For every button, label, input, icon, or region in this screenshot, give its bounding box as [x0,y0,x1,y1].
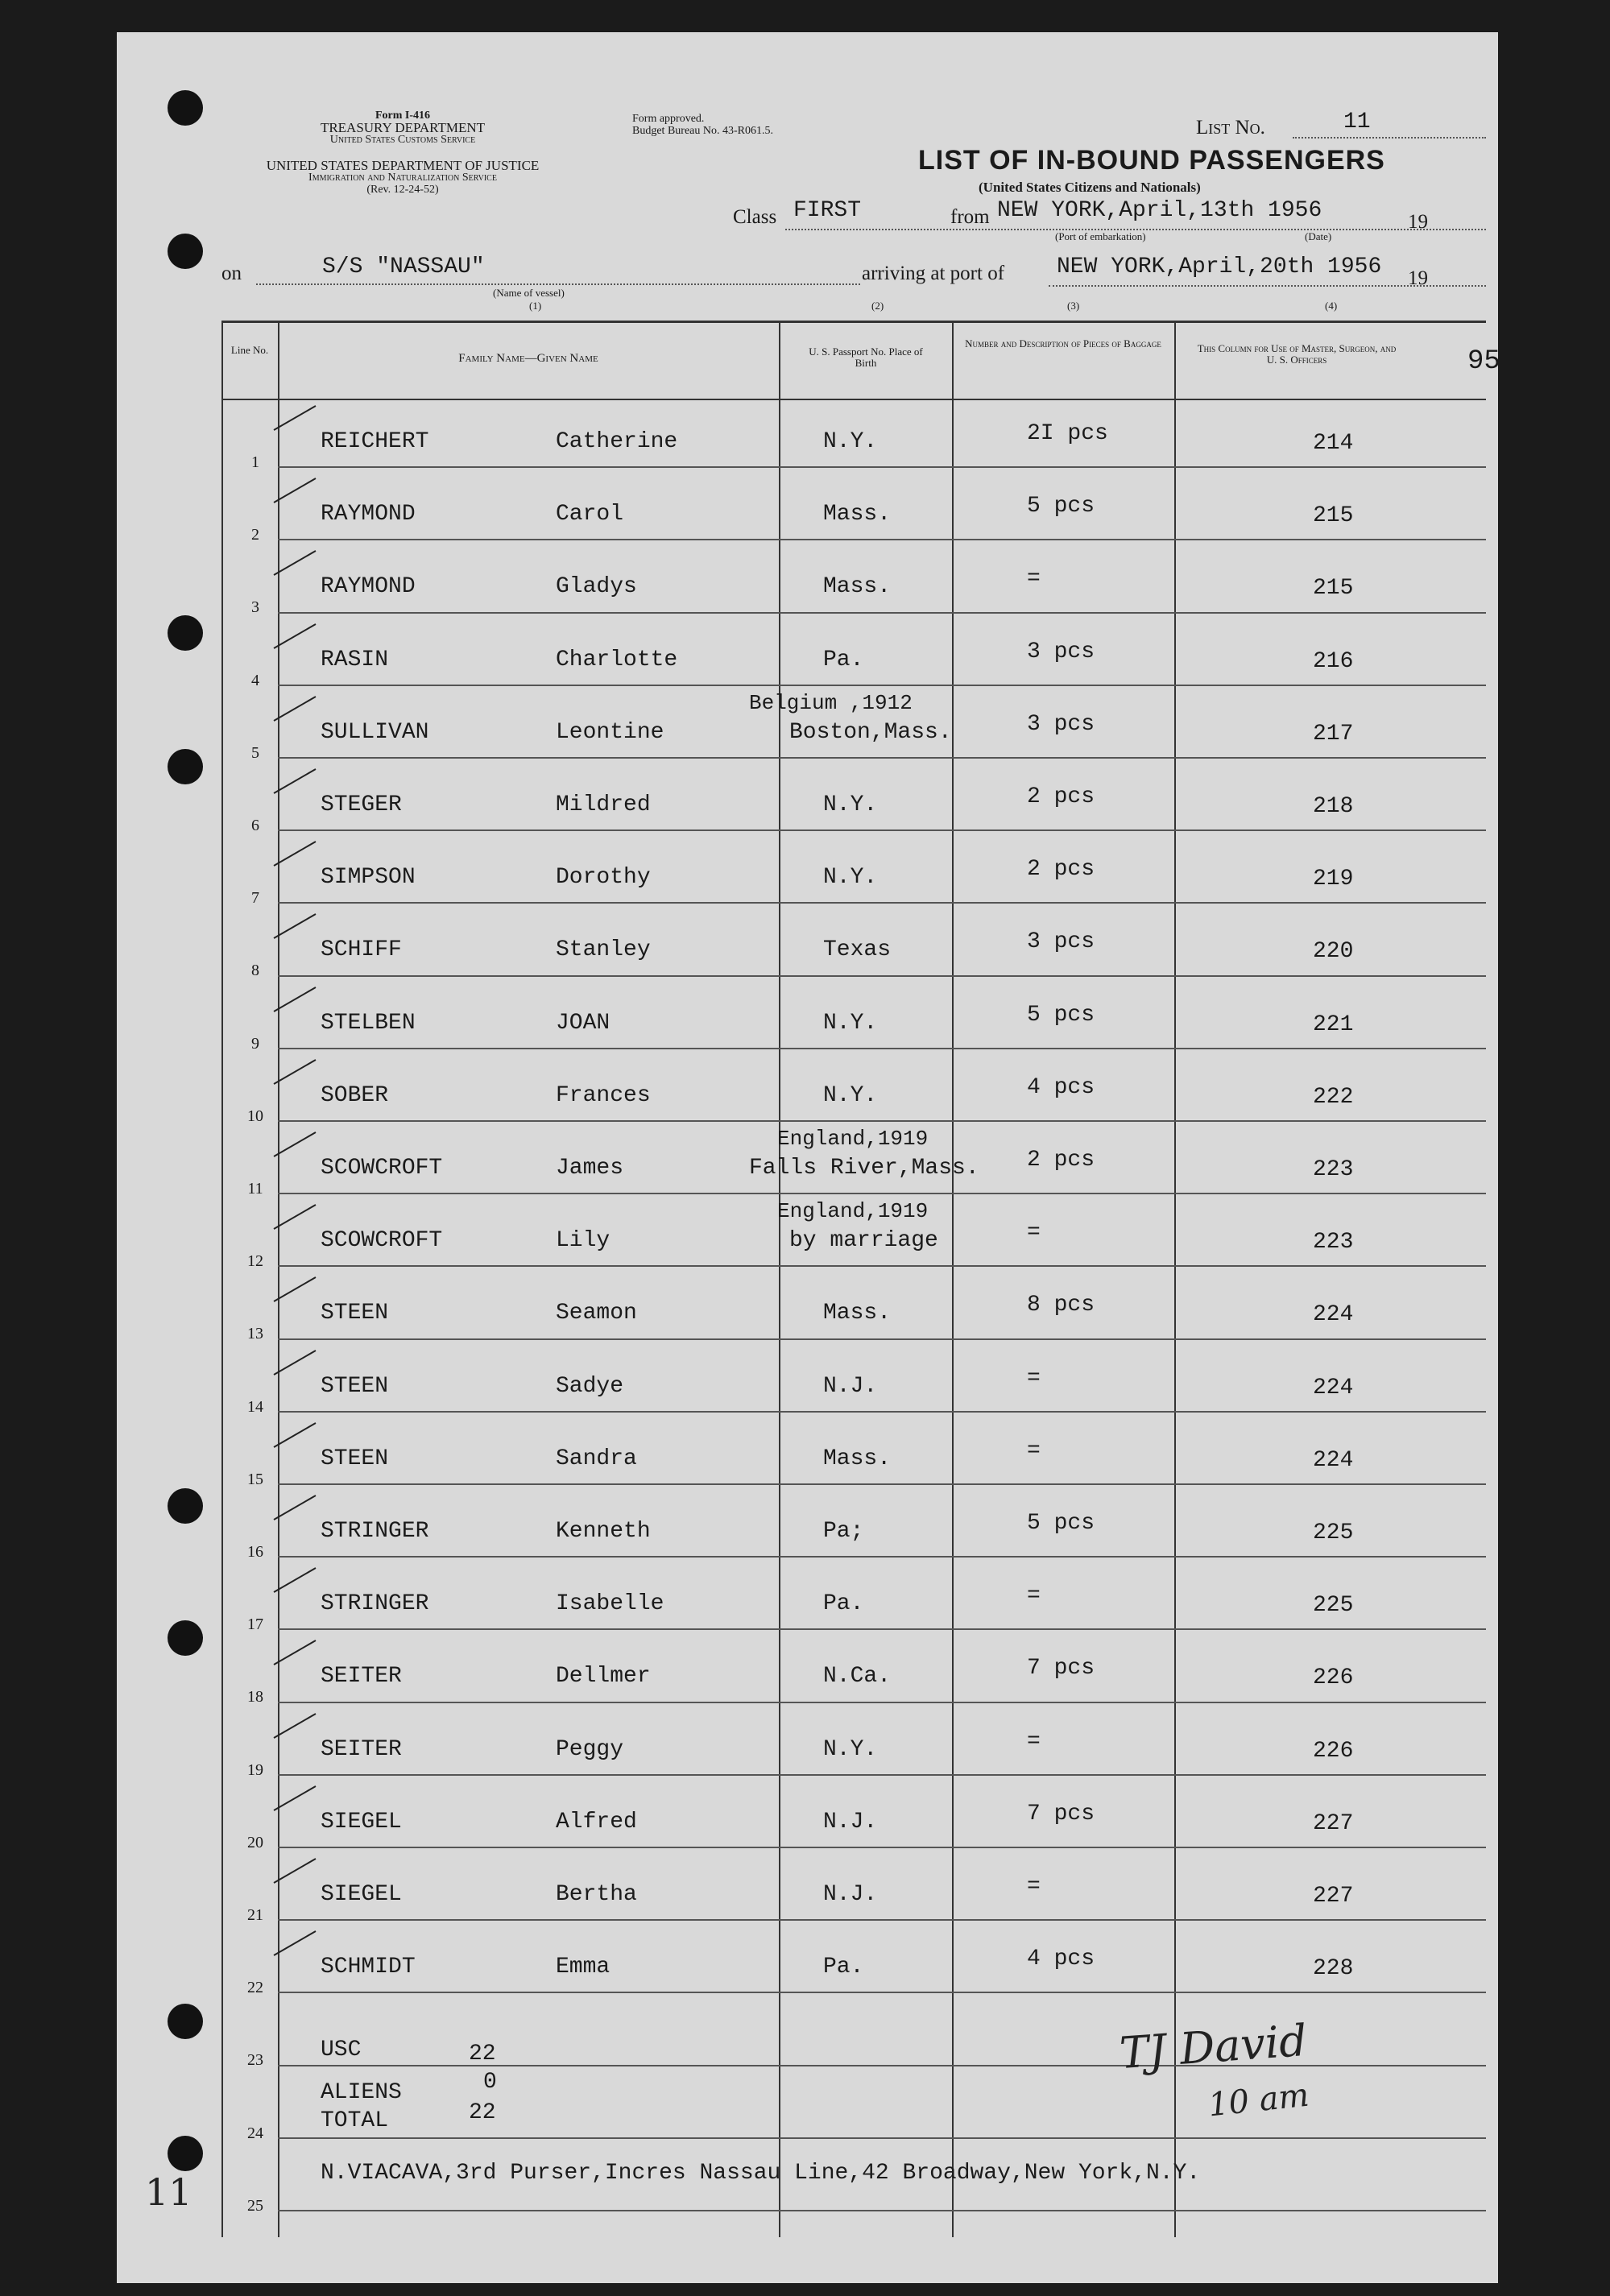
list-no-value: 11 [1343,110,1371,134]
family-name: RASIN [321,647,389,672]
col-divider-line [278,321,279,2237]
family-name: STEEN [321,1373,389,1399]
line-number: 6 [251,817,259,834]
baggage-count: 7 pcs [1027,1801,1095,1826]
baggage-count: 2 pcs [1027,857,1095,883]
place-of-birth: N.J. [823,1809,878,1835]
baggage-count: 3 pcs [1027,711,1095,737]
place-of-birth: Mass. [823,1301,892,1326]
family-name: RAYMOND [321,502,416,527]
col-header-officers: This Column for Use of Master, Surgeon, and U. S. Officers [1197,342,1397,366]
family-name: STRINGER [321,1591,429,1617]
given-name: Kenneth [556,1519,651,1544]
officer-number: 221 [1313,1011,1354,1037]
family-name: SOBER [321,1082,389,1108]
page-number: 95 [1467,346,1500,377]
year-label: 19 [1408,211,1428,233]
row-divider [278,1048,1486,1049]
row-divider [278,1411,1486,1413]
officer-signature: TJ David [1118,2014,1309,2079]
line-number: 3 [251,598,259,617]
officer-number: 224 [1313,1447,1354,1473]
binder-hole [168,2004,203,2039]
page-subtitle: (United States Citizens and Nationals) [979,180,1201,195]
officer-number: 227 [1313,1810,1354,1836]
row-divider [278,757,1486,759]
baggage-count: = [1027,1220,1041,1246]
officer-number: 216 [1313,648,1354,674]
year-label-2: 19 [1408,267,1428,289]
officer-number: 223 [1313,1157,1354,1182]
embark-value: NEW YORK,April,13th 1956 [997,198,1322,223]
treasury-dept: TREASURY DEPARTMENT [320,120,486,135]
officer-number: 226 [1313,1738,1354,1764]
given-name: Dorothy [556,865,651,891]
baggage-count: = [1027,1583,1041,1609]
col-num-2: (2) [871,300,884,312]
given-name: Frances [556,1082,651,1108]
given-name: Lily [556,1228,610,1254]
baggage-count: 7 pcs [1027,1656,1095,1682]
row-divider [278,1193,1486,1194]
given-name: Leontine [556,719,664,745]
revision-date: (Rev. 12-24-52) [366,184,439,196]
line-number: 19 [247,1760,263,1779]
place-of-birth: N.Y. [823,1736,878,1762]
baggage-count: 5 pcs [1027,494,1095,519]
officer-number: 227 [1313,1884,1354,1909]
given-name: James [556,1156,624,1181]
signature-time: 10 am [1206,2076,1311,2124]
family-name: STEGER [321,792,402,817]
given-name: Carol [556,502,624,527]
binder-hole [168,234,203,269]
family-name: SCHIFF [321,937,402,963]
baggage-count: = [1027,1874,1041,1899]
officer-number: 222 [1313,1084,1354,1110]
baggage-count: 4 pcs [1027,1946,1095,1972]
officer-number: 225 [1313,1593,1354,1619]
row-divider [278,1628,1486,1630]
family-name: SEITER [321,1736,402,1762]
line-number: 20 [247,1833,263,1851]
on-label: on [221,263,242,284]
line-number: 25 [247,2196,263,2215]
binder-hole [168,615,203,651]
birth-note: Belgium ,1912 [749,690,913,715]
aliens-value: 0 [483,2070,497,2095]
row-divider [278,829,1486,831]
col-header-passport: U. S. Passport No. Place of Birth [809,345,923,369]
officer-number: 215 [1313,576,1354,602]
customs-service: United States Customs Service [329,134,476,146]
place-of-birth: Pa. [823,1955,864,1980]
row-divider [278,1919,1486,1921]
usc-label: USC [321,2037,362,2062]
vessel-name: S/S "NASSAU" [322,254,485,279]
officer-number: 218 [1313,794,1354,819]
justice-dept: UNITED STATES DEPARTMENT OF JUSTICE [266,158,540,173]
officer-number: 214 [1313,431,1354,456]
line-number: 5 [251,743,259,762]
vessel-underline [256,283,860,285]
place-of-birth: N.Y. [823,1082,878,1108]
family-name: SEITER [321,1664,402,1690]
line-number: 13 [247,1325,263,1343]
class-value: FIRST [793,198,862,223]
baggage-count: = [1027,1438,1041,1463]
date-caption: (Date) [1305,230,1332,242]
officer-number: 228 [1313,1956,1354,1982]
baggage-count: 2 pcs [1027,784,1095,809]
family-name: SCOWCROFT [321,1228,443,1254]
line-number: 22 [247,1979,263,1997]
budget-bureau: Budget Bureau No. 43-R061.5. [632,125,773,137]
from-label: from [950,206,990,228]
ins-service: Immigration and Naturalization Service [308,172,497,184]
given-name: Emma [556,1955,610,1980]
place-of-birth: N.Y. [823,792,878,817]
birth-note: England,1919 [777,1127,929,1151]
place-of-birth: by marriage [789,1228,938,1254]
given-name: JOAN [556,1010,610,1036]
baggage-count: 3 pcs [1027,929,1095,955]
line-number: 24 [247,2124,263,2142]
binder-hole [168,2136,203,2171]
given-name: Peggy [556,1736,624,1762]
given-name: Charlotte [556,647,678,672]
aliens-label: ALIENS [321,2080,402,2105]
place-of-birth: N.Y. [823,865,878,891]
baggage-count: 3 pcs [1027,639,1095,664]
list-no-underline [1293,137,1486,139]
family-name: SIEGEL [321,1809,402,1835]
given-name: Alfred [556,1809,637,1835]
family-name: SCHMIDT [321,1955,416,1980]
total-label: TOTAL [321,2108,389,2133]
list-no-label: List No. [1196,117,1265,139]
given-name: Bertha [556,1882,637,1907]
place-of-birth: N.J. [823,1373,878,1399]
place-of-birth: N.J. [823,1882,878,1907]
binder-hole [168,749,203,784]
line-number: 10 [247,1107,263,1125]
form-id-block [266,110,540,146]
form-number: Form I-416 [375,110,431,122]
family-name: REICHERT [321,429,429,454]
line-number: 7 [251,889,259,908]
row-divider [278,539,1486,540]
table-border-left [221,321,223,2237]
given-name: Stanley [556,937,651,963]
place-of-birth: Boston,Mass. [789,719,952,745]
baggage-count: 5 pcs [1027,1002,1095,1028]
approval-block [632,113,773,137]
total-value: 22 [469,2100,496,2125]
margin-mark: 11 [145,2170,192,2214]
place-of-birth: Pa. [823,647,864,672]
family-name: SIEGEL [321,1882,402,1907]
given-name: Isabelle [556,1591,664,1617]
family-name: STRINGER [321,1519,429,1544]
port-caption: (Port of embarkation) [1055,230,1146,242]
place-of-birth: Mass. [823,574,892,600]
line-number: 14 [247,1397,263,1416]
row-divider [278,1992,1486,1993]
officer-number: 224 [1313,1375,1354,1400]
line-number: 17 [247,1615,263,1634]
line-number: 4 [251,671,259,689]
binder-hole [168,1488,203,1524]
given-name: Mildred [556,792,651,817]
baggage-count: 4 pcs [1027,1074,1095,1100]
col-num-1: (1) [529,300,542,312]
line-number: 23 [247,2051,263,2070]
officer-number: 225 [1313,1520,1354,1545]
purser-signature-line: N.VIACAVA,3rd Purser,Incres Nassau Line,42 Broadway,New York,N.Y. [321,2161,1201,2186]
row-divider [278,1556,1486,1558]
class-label: Class [733,206,777,228]
baggage-count: 8 pcs [1027,1293,1095,1318]
line-number: 8 [251,962,259,980]
place-of-birth: Mass. [823,502,892,527]
birth-note: England,1919 [777,1199,929,1224]
table-top-border [221,321,1486,323]
col-header-name: Family Name—Given Name [458,352,598,365]
row-divider [278,1702,1486,1703]
family-name: STEEN [321,1446,389,1471]
line-number: 18 [247,1688,263,1706]
vessel-caption: (Name of vessel) [493,287,565,299]
row-divider [278,1847,1486,1848]
passenger-table [221,321,1486,2237]
baggage-count: = [1027,566,1041,592]
place-of-birth: Pa. [823,1591,864,1617]
baggage-count: = [1027,1728,1041,1754]
row-divider [278,2137,1486,2139]
place-of-birth: N.Y. [823,1010,878,1036]
place-of-birth: Texas [823,937,892,963]
baggage-count: 5 pcs [1027,1511,1095,1536]
col-divider-passport [952,321,954,2237]
row-divider [278,466,1486,468]
col-divider-baggage [1174,321,1176,2237]
arriving-label: arriving at port of [862,263,1005,284]
row-divider [278,1483,1486,1485]
col-header-baggage: Number and Description of Pieces of Baggage [965,337,1161,350]
line-number: 16 [247,1543,263,1561]
given-name: Catherine [556,429,678,454]
col-num-4: (4) [1325,300,1338,312]
col-header-line: Line No. [230,344,269,356]
officer-number: 226 [1313,1665,1354,1691]
given-name: Sadye [556,1373,624,1399]
row-divider [278,1265,1486,1267]
line-number: 11 [247,1180,263,1198]
col-num-3: (3) [1067,300,1080,312]
given-name: Dellmer [556,1664,651,1690]
officer-number: 223 [1313,1230,1354,1256]
line-number: 12 [247,1252,263,1271]
binder-hole [168,1620,203,1656]
family-name: SIMPSON [321,865,416,891]
line-number: 2 [251,526,259,544]
line-number: 15 [247,1470,263,1488]
family-name: STELBEN [321,1010,416,1036]
form-approved: Form approved. [632,113,705,125]
given-name: Sandra [556,1446,637,1471]
page-title: LIST OF IN-BOUND PASSENGERS [918,145,1385,176]
arrival-underline [1049,285,1486,287]
row-divider [278,685,1486,686]
place-of-birth: Pa; [823,1519,864,1544]
officer-number: 219 [1313,867,1354,892]
place-of-birth: Mass. [823,1446,892,1471]
row-divider [278,2210,1486,2211]
family-name: SULLIVAN [321,719,429,745]
given-name: Gladys [556,574,637,600]
baggage-count: 2 pcs [1027,1148,1095,1173]
baggage-count: = [1027,1365,1041,1391]
officer-number: 224 [1313,1302,1354,1328]
family-name: STEEN [321,1301,389,1326]
row-divider [278,1774,1486,1776]
place-of-birth: N.Y. [823,429,878,454]
place-of-birth: Falls River,Mass. [749,1156,979,1181]
family-name: RAYMOND [321,574,416,600]
binder-hole [168,90,203,126]
header-bottom-border [221,399,1486,400]
col-divider-name [779,321,780,2237]
row-divider [278,612,1486,614]
usc-value: 22 [469,2042,496,2066]
row-divider [278,902,1486,904]
officer-number: 215 [1313,503,1354,529]
officer-number: 217 [1313,721,1354,747]
row-divider [278,975,1486,977]
row-divider [278,1120,1486,1122]
arrival-value: NEW YORK,April,20th 1956 [1057,254,1382,279]
baggage-count: 2I pcs [1027,421,1108,446]
given-name: Seamon [556,1301,637,1326]
line-number: 1 [251,453,259,471]
officer-number: 220 [1313,939,1354,965]
family-name: SCOWCROFT [321,1156,443,1181]
line-number: 9 [251,1034,259,1053]
justice-block [217,159,588,196]
place-of-birth: N.Ca. [823,1664,892,1690]
row-divider [278,1338,1486,1340]
line-number: 21 [247,1906,263,1924]
